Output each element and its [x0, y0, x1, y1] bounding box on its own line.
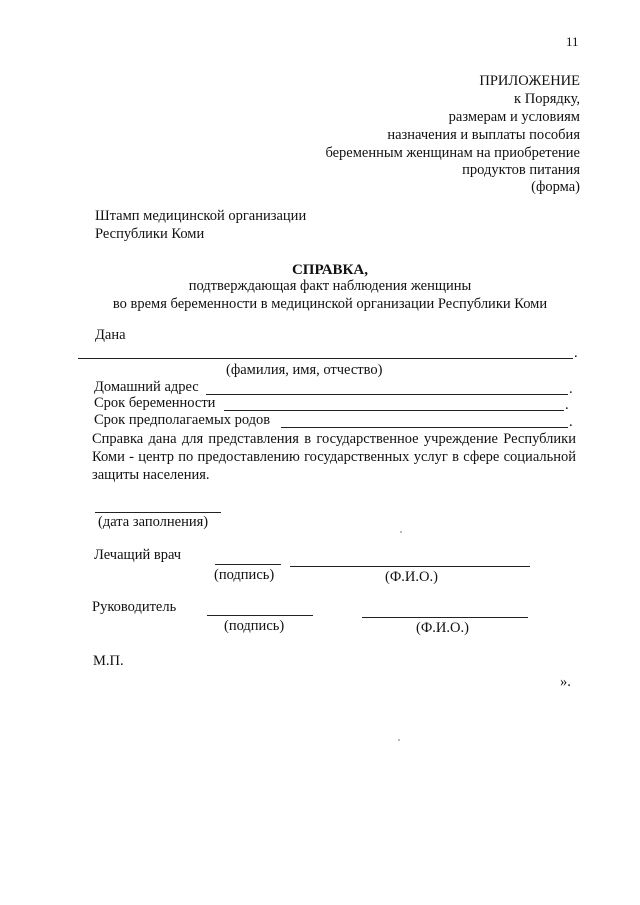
- purpose-paragraph: Справка дана для представления в государственное учреждение Республики Коми - центр по предоставлению государственных услуг в сфере социальной защиты населения.: [92, 431, 576, 483]
- title-main: СПРАВКА,: [291, 262, 369, 278]
- title-subtitle: подтверждающая факт наблюдения женщины: [188, 278, 472, 294]
- pregnancy-term-line[interactable]: [224, 410, 564, 411]
- appendix-line: к Порядку,: [514, 91, 580, 107]
- home-address-line[interactable]: [206, 394, 568, 395]
- line-end-dot: .: [569, 414, 573, 430]
- scan-speck: [400, 531, 402, 533]
- head-name-line[interactable]: [362, 617, 528, 618]
- appendix-line: размерам и условиям: [448, 109, 580, 125]
- head-name-hint: (Ф.И.О.): [416, 620, 469, 636]
- issued-to-label: Дана: [95, 327, 126, 343]
- scan-speck: [398, 739, 400, 741]
- line-end-dot: .: [569, 381, 573, 397]
- doctor-name-line[interactable]: [290, 566, 530, 567]
- seal-label: М.П.: [93, 653, 124, 669]
- appendix-line: беременным женщинам на приобретение: [325, 145, 580, 161]
- full-name-hint: (фамилия, имя, отчество): [226, 362, 383, 378]
- full-name-line[interactable]: [78, 358, 573, 359]
- pregnancy-term-label: Срок беременности: [94, 395, 216, 411]
- due-date-label: Срок предполагаемых родов: [94, 412, 271, 428]
- title-subtitle: во время беременности в медицинской организации Республики Коми: [112, 296, 548, 312]
- appendix-line: назначения и выплаты пособия: [387, 127, 580, 143]
- head-label: Руководитель: [92, 599, 177, 615]
- doctor-name-hint: (Ф.И.О.): [385, 569, 438, 585]
- fill-date-hint: (дата заполнения): [98, 514, 209, 530]
- due-date-line[interactable]: [281, 427, 568, 428]
- line-end-dot: .: [565, 397, 569, 413]
- stamp-line: Штамп медицинской организации: [95, 208, 307, 224]
- doctor-signature-hint: (подпись): [214, 567, 275, 583]
- doctor-label: Лечащий врач: [94, 547, 182, 563]
- head-signature-line[interactable]: [207, 615, 313, 616]
- line-end-dot: .: [574, 345, 578, 361]
- closing-quote: ».: [560, 674, 571, 690]
- home-address-label: Домашний адрес: [94, 379, 199, 395]
- fill-date-line[interactable]: [95, 512, 221, 513]
- stamp-line: Республики Коми: [95, 226, 205, 242]
- appendix-line: (форма): [531, 179, 580, 195]
- appendix-line: продуктов питания: [462, 162, 580, 178]
- appendix-heading: ПРИЛОЖЕНИЕ: [479, 73, 580, 89]
- doctor-signature-line[interactable]: [215, 564, 281, 565]
- page-number: 11: [566, 34, 579, 49]
- head-signature-hint: (подпись): [224, 618, 285, 634]
